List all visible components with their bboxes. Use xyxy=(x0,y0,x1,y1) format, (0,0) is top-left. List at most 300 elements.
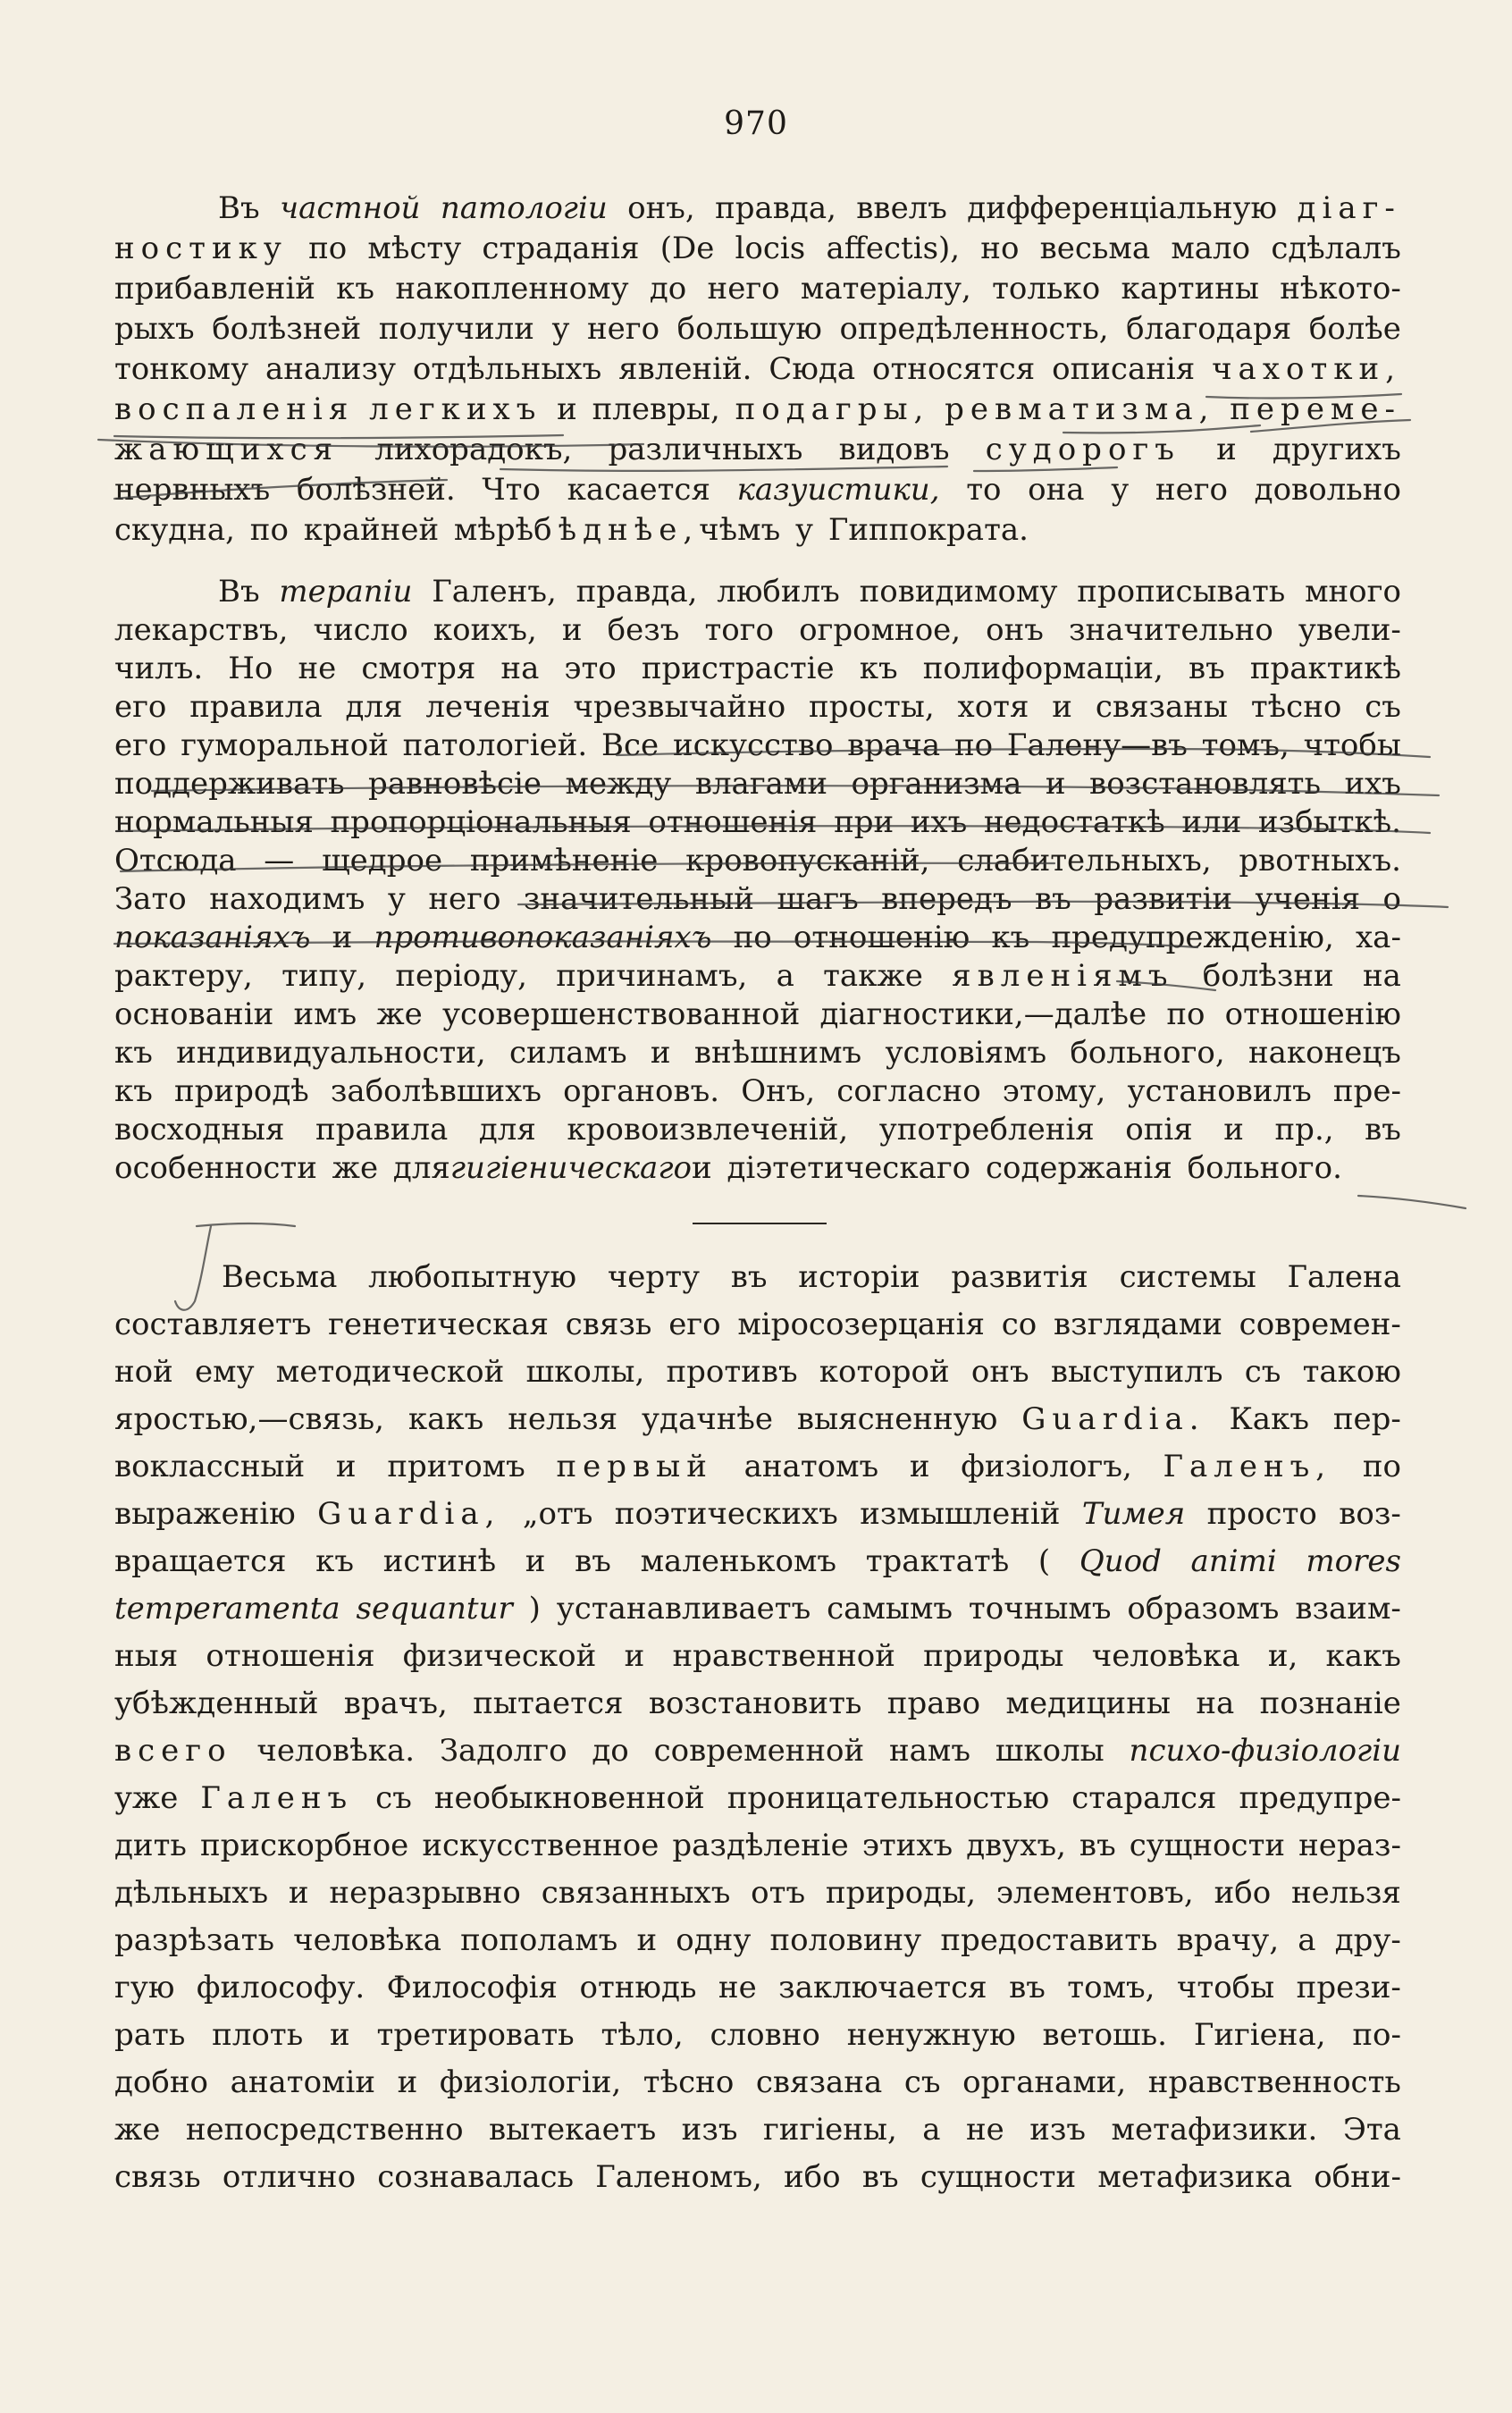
text-word: влагами xyxy=(694,766,828,802)
text-word: и xyxy=(561,612,583,648)
italic-word: частной xyxy=(279,190,421,226)
text-word: яростью,—связь, xyxy=(114,1401,384,1437)
text-word: гигіены, xyxy=(762,2112,897,2148)
text-word: ) xyxy=(528,1591,541,1627)
text-word: описанія xyxy=(1052,351,1196,387)
text-word: прези- xyxy=(1296,1970,1401,2005)
spaced-word: ревматизма, xyxy=(945,391,1215,427)
text-word: у xyxy=(551,311,570,347)
text-word: нравственность xyxy=(1147,2064,1401,2100)
text-word: согласно xyxy=(836,1073,981,1109)
text-word: гую xyxy=(114,1970,175,2005)
text-word: Что xyxy=(482,472,541,508)
text-word: она xyxy=(1028,472,1085,508)
text-word: ной xyxy=(114,1354,173,1390)
text-word: онъ xyxy=(970,1354,1029,1390)
text-line xyxy=(114,1972,1401,2003)
text-word: необыкновенной xyxy=(433,1780,705,1816)
text-word: практикѣ xyxy=(1249,651,1401,686)
text-word: affectis), xyxy=(826,231,961,266)
spaced-word: чахотки, xyxy=(1212,351,1401,387)
text-word: а xyxy=(922,2112,941,2148)
text-word: полиформаціи, xyxy=(922,651,1163,686)
text-word: него xyxy=(707,271,780,307)
text-word: индивидуальности, xyxy=(176,1035,486,1071)
text-word: съ xyxy=(903,2064,941,2100)
text-word: право xyxy=(886,1686,981,1721)
text-word: устанавливаетъ xyxy=(556,1591,811,1627)
text-line xyxy=(114,311,1401,347)
text-word: въ xyxy=(730,1259,768,1295)
text-word: Все xyxy=(601,727,659,763)
text-line xyxy=(114,996,1401,1032)
text-word: и xyxy=(1223,1112,1244,1148)
text-word: Галенъ, xyxy=(432,574,557,610)
text-word: періоду, xyxy=(395,958,527,994)
text-line xyxy=(114,653,1401,684)
text-word: по xyxy=(308,231,348,266)
text-word: связь xyxy=(565,1307,652,1342)
text-word: сознавалась xyxy=(377,2159,575,2195)
text-line xyxy=(114,1922,1401,1958)
text-word: черту xyxy=(607,1259,701,1295)
text-word: правда, xyxy=(715,190,836,226)
text-word: locis xyxy=(735,231,806,266)
text-word: просты, xyxy=(809,689,935,725)
text-word: страданія xyxy=(482,231,640,266)
text-word: большую xyxy=(676,311,822,347)
text-word: при xyxy=(834,804,895,840)
text-word: опія xyxy=(1125,1112,1193,1148)
text-word: въ xyxy=(861,2159,899,2195)
text-word: смотря xyxy=(361,651,476,686)
text-word: точнымъ xyxy=(968,1591,1112,1627)
text-word: а xyxy=(1298,1922,1316,1958)
text-line xyxy=(114,1591,1401,1627)
text-word: его xyxy=(668,1307,721,1342)
text-word: органами, xyxy=(962,2064,1127,2100)
italic-word: Тимея xyxy=(1081,1496,1186,1532)
text-word: природы, xyxy=(825,1875,977,1911)
text-word: такою xyxy=(1302,1354,1401,1390)
text-word: просто xyxy=(1206,1496,1317,1532)
text-word: на xyxy=(500,651,540,686)
text-word: мѣсту xyxy=(367,231,462,266)
text-word: ему xyxy=(195,1354,255,1390)
text-word: современной xyxy=(653,1733,865,1769)
spaced-word: Guardia. xyxy=(1021,1401,1205,1437)
text-word: рыхъ xyxy=(114,311,195,347)
text-line xyxy=(114,727,1401,763)
text-word: и xyxy=(650,1035,671,1071)
italic-word: гигіеническаго xyxy=(449,1150,692,1186)
text-word: условіямъ xyxy=(885,1035,1047,1071)
text-line xyxy=(114,1451,1401,1482)
text-word: маленькомъ xyxy=(640,1543,837,1579)
text-word: отношенію xyxy=(793,920,970,955)
text-word: къ xyxy=(991,920,1030,955)
text-word: относятся xyxy=(872,351,1036,387)
text-word: предупрежденію, xyxy=(1051,920,1334,955)
text-word: силамъ xyxy=(508,1035,627,1071)
text-word: образомъ xyxy=(1127,1591,1280,1627)
spaced-word: Галенъ xyxy=(200,1780,354,1816)
text-word: хотя xyxy=(957,689,1029,725)
text-word: связь xyxy=(114,2159,201,2195)
spaced-word: ностику xyxy=(114,231,288,266)
text-word: дру- xyxy=(1334,1922,1401,1958)
text-word: по xyxy=(1362,1449,1401,1484)
text-word: матеріалу, xyxy=(800,271,971,307)
text-word: сущности xyxy=(1129,1828,1286,1863)
text-line xyxy=(114,1309,1401,1340)
text-word: рать xyxy=(114,2017,186,2053)
text-word: къ xyxy=(114,1073,153,1109)
text-word: воклассный xyxy=(114,1449,306,1484)
text-word: любопытную xyxy=(368,1259,577,1295)
spaced-word: судорогъ xyxy=(985,432,1180,467)
text-word: кровоизвлеченій, xyxy=(567,1112,849,1148)
text-word: поддерживать xyxy=(114,766,345,802)
text-word: — xyxy=(264,843,295,879)
text-word: взглядами xyxy=(1054,1307,1222,1342)
italic-word: mores xyxy=(1306,1543,1401,1579)
text-word: не xyxy=(718,1970,757,2005)
section-separator xyxy=(693,1223,827,1224)
text-word: одну xyxy=(676,1922,752,1958)
text-word: Галена xyxy=(1287,1259,1401,1295)
text-line xyxy=(114,271,1401,307)
text-word: исторіи xyxy=(798,1259,920,1295)
text-word: рвотныхъ. xyxy=(1239,843,1401,879)
text-word: ха- xyxy=(1356,920,1401,955)
text-word: нельзя xyxy=(508,1401,618,1437)
text-word: число xyxy=(313,612,408,648)
pencil-underline xyxy=(974,467,1117,471)
text-word: же xyxy=(376,996,423,1032)
text-word: искусственное xyxy=(422,1828,659,1863)
text-word: анатоміи xyxy=(230,2064,376,2100)
text-word: нравственной xyxy=(672,1638,895,1674)
text-word: со xyxy=(1001,1307,1037,1342)
text-word: возстановить xyxy=(648,1686,862,1721)
text-word: анализу xyxy=(265,351,397,387)
text-word: физіологъ, xyxy=(961,1449,1132,1484)
text-word: истинѣ xyxy=(382,1543,497,1579)
text-word: по- xyxy=(1352,2017,1401,2053)
text-word: искусство xyxy=(672,727,834,763)
text-word: опредѣленность, xyxy=(839,311,1109,347)
text-line xyxy=(114,689,1401,725)
text-word: изъ xyxy=(681,2112,738,2148)
text-word: трактатѣ xyxy=(865,1543,1010,1579)
text-word: діагностики,—далѣе xyxy=(819,996,1147,1032)
text-line xyxy=(114,766,1401,802)
text-line xyxy=(114,1073,1401,1109)
text-word: половину xyxy=(769,1922,922,1958)
text-word: правда, xyxy=(575,574,698,610)
spaced-word: Guardia, xyxy=(317,1496,501,1532)
text-word: скудна, по крайней мѣрѣ xyxy=(114,512,534,548)
italic-word: temperamenta xyxy=(114,1591,340,1627)
text-word: физической xyxy=(402,1638,597,1674)
text-word: вытекаетъ xyxy=(489,2112,657,2148)
text-word: которой xyxy=(819,1354,950,1390)
text-line xyxy=(114,612,1401,648)
text-word: познаніе xyxy=(1259,1686,1401,1721)
text-word: для xyxy=(345,689,403,725)
text-word: наконецъ xyxy=(1247,1035,1401,1071)
text-word: болѣзни xyxy=(1202,958,1334,994)
text-word: ввелъ xyxy=(856,190,947,226)
text-word: кровопусканій, xyxy=(685,843,930,879)
text-word: къ xyxy=(114,1035,153,1071)
text-word: примѣненіе xyxy=(469,843,659,879)
text-word: чтобы xyxy=(1176,1970,1275,2005)
text-word: съ xyxy=(1244,1354,1281,1390)
text-word: мало xyxy=(1171,231,1251,266)
text-word: въ xyxy=(1079,1828,1116,1863)
text-line xyxy=(114,1780,1401,1816)
text-word: по xyxy=(733,920,772,955)
text-word: нельзя xyxy=(1291,1875,1401,1911)
text-word: системы xyxy=(1119,1259,1256,1295)
text-word: основаніи xyxy=(114,996,274,1032)
text-word: неразрывно xyxy=(329,1875,521,1911)
text-word: дить xyxy=(114,1828,187,1863)
text-word: Зато xyxy=(114,881,187,917)
text-word: анатомъ xyxy=(743,1449,879,1484)
text-word: плоть xyxy=(212,2017,304,2053)
text-word: дифференціальную xyxy=(967,190,1278,226)
text-word: томъ, xyxy=(1067,1970,1155,2005)
text-word: развитіи xyxy=(1094,881,1232,917)
text-word: метафизика xyxy=(1097,2159,1292,2195)
text-line xyxy=(114,1875,1401,1911)
spaced-word: діаг- xyxy=(1297,190,1401,226)
text-word: Галеномъ, xyxy=(595,2159,762,2195)
text-word: также xyxy=(823,958,923,994)
text-word: связана xyxy=(755,2064,883,2100)
text-word: вращается xyxy=(114,1543,287,1579)
text-word: особенности же для xyxy=(114,1150,450,1186)
text-word: лекарствъ, xyxy=(114,612,289,648)
text-word: слабительныхъ, xyxy=(957,843,1212,879)
text-word: физіологіи, xyxy=(439,2064,622,2100)
text-line xyxy=(114,1830,1401,1861)
spaced-word: переме- xyxy=(1230,391,1401,427)
text-word: словно xyxy=(710,2017,820,2053)
text-word: много xyxy=(1305,574,1401,610)
text-word: двухъ, xyxy=(966,1828,1066,1863)
text-word: весьма xyxy=(1039,231,1151,266)
text-word: или xyxy=(1181,804,1242,840)
text-word: школы xyxy=(995,1733,1105,1769)
text-word: отъ xyxy=(751,1875,806,1911)
text-word: него xyxy=(428,881,501,917)
text-word: развитія xyxy=(951,1259,1088,1295)
text-line xyxy=(114,1401,1401,1437)
text-word: Но xyxy=(228,651,273,686)
text-word: противъ xyxy=(666,1354,798,1390)
text-word: явленій. xyxy=(618,351,752,387)
italic-word: казуистики, xyxy=(736,472,940,508)
text-word: нераз- xyxy=(1298,1828,1401,1863)
text-word: томъ, xyxy=(1201,727,1289,763)
text-word: а xyxy=(776,958,794,994)
text-word: сдѣлалъ xyxy=(1271,231,1401,266)
text-word: человѣка xyxy=(293,1922,441,1958)
italic-word: терапіи xyxy=(279,574,413,610)
spaced-word: жающихся xyxy=(114,432,340,467)
text-word: выступилъ xyxy=(1050,1354,1223,1390)
text-word: леченія xyxy=(425,689,550,725)
text-word: любилъ xyxy=(717,574,840,610)
text-word: щедрое xyxy=(322,843,443,879)
text-word: болѣзней. xyxy=(296,472,456,508)
text-word: благодаря xyxy=(1126,311,1292,347)
text-line xyxy=(114,2017,1401,2053)
italic-word: Quod xyxy=(1079,1543,1162,1579)
text-word: отдѣльныхъ xyxy=(412,351,602,387)
text-word: на xyxy=(1196,1686,1235,1721)
text-word: лихорадокъ, xyxy=(374,432,573,467)
text-word: природы xyxy=(923,1638,1064,1674)
text-word: организма xyxy=(851,766,1022,802)
text-word: до xyxy=(649,271,687,307)
text-word: пре- xyxy=(1332,1073,1401,1109)
text-word: дѣльныхъ xyxy=(114,1875,269,1911)
text-word: впередъ xyxy=(881,881,1012,917)
text-word: значительно xyxy=(1069,612,1273,648)
text-word: притомъ xyxy=(387,1449,525,1484)
text-word: въ xyxy=(575,1543,611,1579)
text-word: и діэтетическаго содержанія больного. xyxy=(691,1150,1342,1186)
text-line xyxy=(114,1354,1401,1390)
text-word: и xyxy=(909,1449,930,1484)
text-word: тонкому xyxy=(114,351,249,387)
text-word: отношенія xyxy=(206,1638,375,1674)
text-word: избыткѣ. xyxy=(1257,804,1401,840)
text-line xyxy=(114,190,1401,226)
text-word: Сюда xyxy=(769,351,856,387)
text-line xyxy=(114,1543,1401,1579)
text-word: удачнѣе xyxy=(642,1401,773,1437)
text-word: получили xyxy=(378,311,534,347)
text-word: и xyxy=(288,1875,309,1911)
text-word: пытается xyxy=(473,1686,624,1721)
text-word: пр., xyxy=(1274,1112,1334,1148)
text-word: составляетъ xyxy=(114,1307,312,1342)
text-word: ныя xyxy=(114,1638,179,1674)
text-word: врачу, xyxy=(1176,1922,1280,1958)
text-word: въ xyxy=(1365,1112,1401,1148)
text-word: элементовъ, xyxy=(995,1875,1194,1911)
text-word: не xyxy=(965,2112,1004,2148)
page-number: 970 xyxy=(724,105,788,142)
text-word: касается xyxy=(567,472,710,508)
text-word: къ xyxy=(336,271,375,307)
italic-word: показаніяхъ xyxy=(114,920,311,955)
text-word: то xyxy=(966,472,1002,508)
text-word: Отсюда xyxy=(114,843,237,879)
text-word: болѣзней xyxy=(212,311,362,347)
text-word: и xyxy=(1052,689,1072,725)
text-word: правила xyxy=(189,689,323,725)
text-word: Въ xyxy=(218,574,260,610)
text-line xyxy=(114,1035,1401,1071)
text-word: шагъ xyxy=(777,881,859,917)
text-word: человѣка xyxy=(1091,1638,1240,1674)
text-word: гуморальной xyxy=(181,727,389,763)
text-word: пристрастіе xyxy=(641,651,835,686)
text-word: нервныхъ xyxy=(114,472,271,508)
text-word: генетическая xyxy=(328,1307,549,1342)
text-word: него xyxy=(1155,472,1228,508)
text-word: того xyxy=(704,612,775,648)
text-word: довольно xyxy=(1254,472,1401,508)
text-line xyxy=(114,351,1401,387)
text-word: намъ xyxy=(888,1733,970,1769)
text-word: пропорціональныя xyxy=(330,804,632,840)
text-word: накопленному xyxy=(395,271,629,307)
text-word: заключается xyxy=(778,1970,987,2005)
text-word: и xyxy=(557,391,577,427)
text-line xyxy=(114,2159,1401,2195)
text-word: добно xyxy=(114,2064,209,2100)
text-word: прописывать xyxy=(1077,574,1286,610)
text-word: „отъ xyxy=(522,1496,593,1532)
text-line xyxy=(114,1733,1401,1769)
spaced-word: всего xyxy=(114,1733,232,1769)
text-line xyxy=(114,1150,1401,1186)
text-word: и xyxy=(636,1922,658,1958)
text-word: методической xyxy=(275,1354,505,1390)
text-word: ибо xyxy=(1214,1875,1272,1911)
text-word: возстановлять xyxy=(1089,766,1321,802)
text-word: врача xyxy=(847,727,941,763)
text-word: и xyxy=(332,920,353,955)
text-word: выясненную xyxy=(796,1401,998,1437)
text-word: медицины xyxy=(1005,1686,1171,1721)
text-word: типу, xyxy=(281,958,367,994)
text-word: усовершенствованной xyxy=(441,996,801,1032)
text-word: къ xyxy=(859,651,898,686)
italic-word: противопоказаніяхъ xyxy=(374,920,712,955)
text-word: внѣшнимъ xyxy=(693,1035,862,1071)
text-word: въ xyxy=(1009,1970,1046,2005)
text-word: убѣжденный xyxy=(114,1686,319,1721)
text-word: ( xyxy=(1037,1543,1051,1579)
text-word: этому, xyxy=(1002,1073,1106,1109)
text-line xyxy=(114,2064,1401,2100)
text-word: и xyxy=(330,2017,350,2053)
text-word: въ xyxy=(1188,651,1225,686)
text-word: пер- xyxy=(1332,1401,1401,1437)
text-word: употребленія xyxy=(878,1112,1095,1148)
text-word: имъ xyxy=(293,996,357,1032)
text-word: взаим- xyxy=(1295,1591,1401,1627)
text-word: по xyxy=(953,727,994,763)
text-word: поэтическихъ xyxy=(614,1496,838,1532)
text-word: ненужную xyxy=(846,2017,1016,2053)
spaced-word: подагры, xyxy=(735,391,930,427)
text-word: уже xyxy=(114,1780,179,1816)
text-line xyxy=(114,922,1401,953)
text-word: сущности xyxy=(920,2159,1077,2195)
text-word: отношенія xyxy=(648,804,818,840)
spaced-word: воспаленія xyxy=(114,391,355,427)
